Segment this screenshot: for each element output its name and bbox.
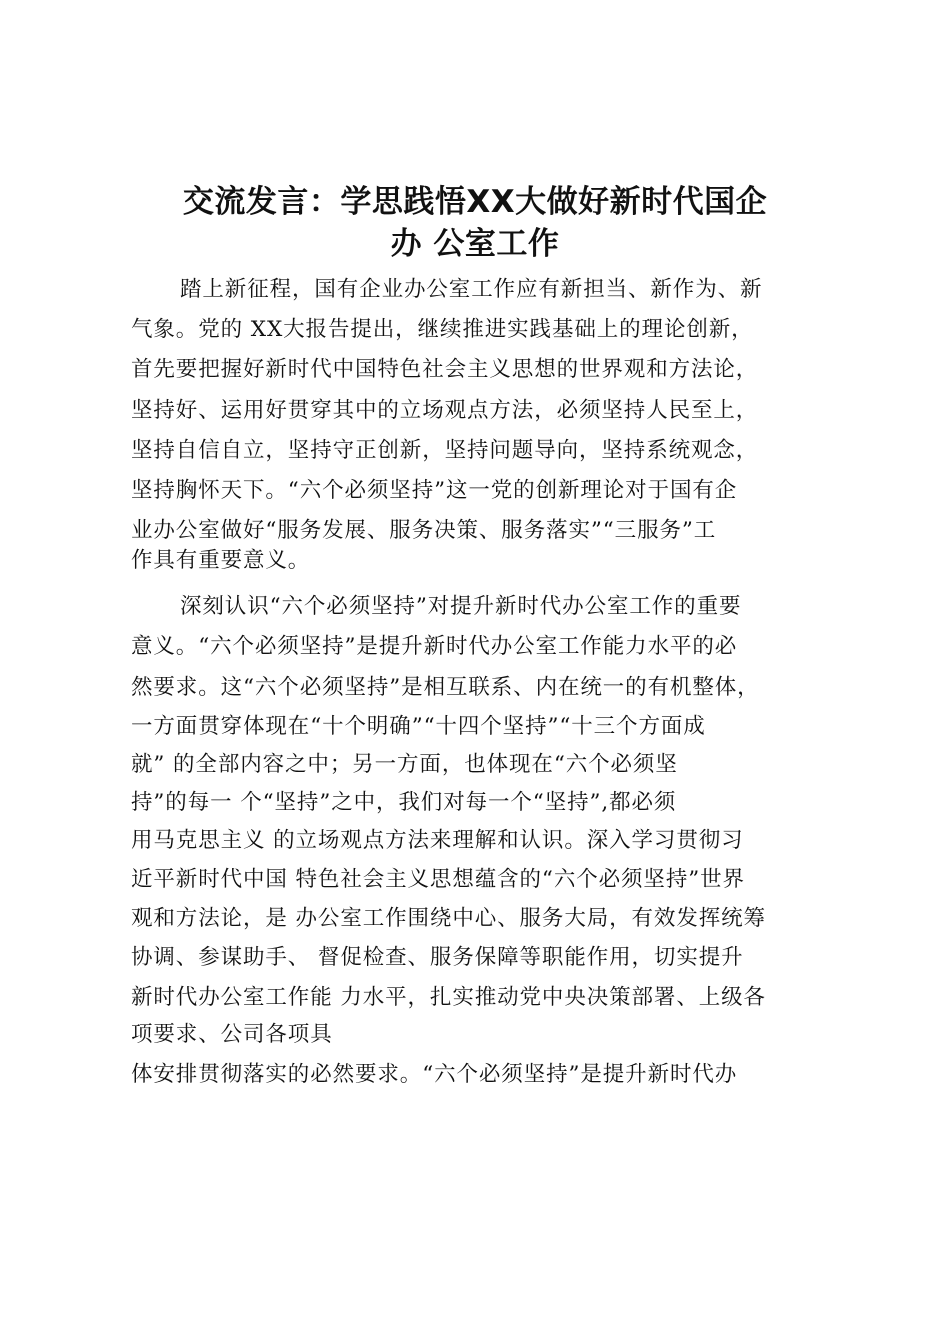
- body-line: 用马克思主义 的立场观点方法来理解和认识。深入学习贯彻习: [131, 828, 744, 853]
- body-line: 体安排贯彻落实的必然要求。“六个必须坚持”是提升新时代办: [131, 1062, 738, 1087]
- document-title-line-2: 办 公室工作: [390, 226, 560, 262]
- body-line: 气象。党的 XX大报告提出，继续推进实践基础上的理论创新，: [131, 317, 754, 342]
- body-line: 作具有重要意义。: [131, 548, 311, 573]
- body-line: 业办公室做好“服务发展、服务决策、服务落实”“三服务”工: [131, 518, 717, 543]
- body-line: 意义。“六个必须坚持”是提升新时代办公室工作能力水平的必: [131, 634, 738, 659]
- body-line: 坚持胸怀天下。“六个必须坚持”这一党的创新理论对于国有企: [131, 478, 738, 503]
- body-line: 观和方法论，是 办公室工作围绕中心、服务大局，有效发挥统筹: [131, 906, 766, 931]
- body-line: 近平新时代中国 特色社会主义思想蕴含的“六个必须坚持”世界: [131, 867, 745, 892]
- body-line: 项要求、公司各项具: [131, 1022, 333, 1047]
- body-line: 踏上新征程，国有企业办公室工作应有新担当、新作为、新: [180, 277, 763, 302]
- body-line: 新时代办公室工作能 力水平，扎实推动党中央决策部署、上级各: [131, 985, 766, 1010]
- body-line: 协调、参谋助手、 督促检查、服务保障等职能作用，切实提升: [131, 945, 744, 970]
- body-line: 就” 的全部内容之中；另一方面，也体现在“六个必须坚: [131, 752, 678, 777]
- body-line: 然要求。这“六个必须坚持”是相互联系、内在统一的有机整体，: [131, 675, 760, 700]
- document-title-line-1: 交流发言：学思践悟XX大做好新时代国企: [182, 184, 768, 220]
- body-line: 坚持好、运用好贯穿其中的立场观点方法，必须坚持人民至上，: [131, 398, 759, 423]
- body-line: 一方面贯穿体现在“十个明确”“十四个坚持”“十三个方面成: [131, 714, 706, 739]
- body-line: 首先要把握好新时代中国特色社会主义思想的世界观和方法论，: [131, 357, 759, 382]
- body-line: 深刻认识“六个必须坚持”对提升新时代办公室工作的重要: [180, 594, 742, 619]
- body-line: 持”的每一 个“坚持”之中，我们对每一个“坚持”,都必须: [131, 790, 677, 815]
- body-line: 坚持自信自立，坚持守正创新，坚持问题导向，坚持系统观念，: [131, 438, 759, 463]
